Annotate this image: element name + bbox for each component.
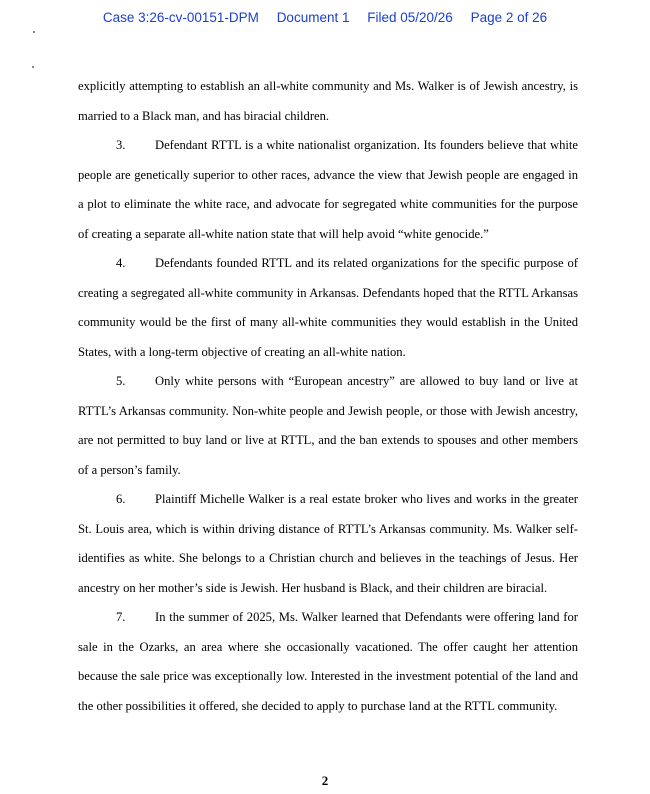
paragraph-number: 7.	[116, 610, 126, 624]
document-number: Document 1	[276, 10, 350, 25]
paragraph-4	[78, 249, 578, 367]
continuation-text: explicitly attempting to establish an all-white community and Ms. Walker is of Jewish ancestry, is married to a Black man, and has biracial children.	[78, 79, 578, 123]
ecf-header	[0, 10, 650, 25]
paragraph-text: Defendant RTTL is a white nationalist organization. Its founders believe that white people are genetically superior to other races, advance the view that Jewish people are engaged in a plot to eliminate the white race, and advocate for segregated white communities for the purpose of creating a separate all-white nation state that will help avoid “white genocide.”	[78, 138, 578, 241]
paragraph-text: Only white persons with “European ancestry” are allowed to buy land or live at RTTL’s Arkansas community. Non-white people and Jewish people, or those with Jewish ancestry, are not permitted to buy land or live at RTTL, and the ban extends to spouses and other members of a person’s family.	[78, 374, 578, 477]
paragraph-number: 6.	[116, 492, 126, 506]
page-count: Page 2 of 26	[470, 10, 548, 25]
paragraph-number: 3.	[116, 138, 126, 152]
paragraph-number: 4.	[116, 256, 126, 270]
scan-mark	[33, 31, 35, 33]
paragraph-7	[78, 603, 578, 721]
page-number: 2	[321, 773, 329, 788]
paragraph-text: Defendants founded RTTL and its related organizations for the specific purpose of creating a segregated all-white community in Arkansas. Defendants hoped that the RTTL Arkansas community would be the first of many all-white communities they would establish in the United States, with a long-term objective of creating an all-white nation.	[78, 256, 578, 359]
paragraph-5	[78, 367, 578, 485]
document-body	[78, 72, 578, 721]
paragraph-number: 5.	[116, 374, 126, 388]
case-number: Case 3:26-cv-00151-DPM	[102, 10, 259, 25]
scan-mark	[32, 66, 34, 68]
paragraph-6	[78, 485, 578, 603]
paragraph-3	[78, 131, 578, 249]
filed-date: Filed 05/20/26	[367, 10, 453, 25]
paragraph-text: In the summer of 2025, Ms. Walker learned that Defendants were offering land for sale in the Ozarks, an area where she occasionally vacationed. The offer caught her attention because the sale price was exceptionally low. Interested in the investment potential of the land and the other possibilities it offered, she decided to apply to purchase land at the RTTL community.	[78, 610, 578, 713]
paragraph-text: Plaintiff Michelle Walker is a real estate broker who lives and works in the greater St. Louis area, which is within driving distance of RTTL’s Arkansas community. Ms. Walker self-identifies as white. She belongs to a Christian church and believes in the teachings of Jesus. Her ancestry on her mother’s side is Jewish. Her husband is Black, and their children are biracial.	[78, 492, 578, 595]
